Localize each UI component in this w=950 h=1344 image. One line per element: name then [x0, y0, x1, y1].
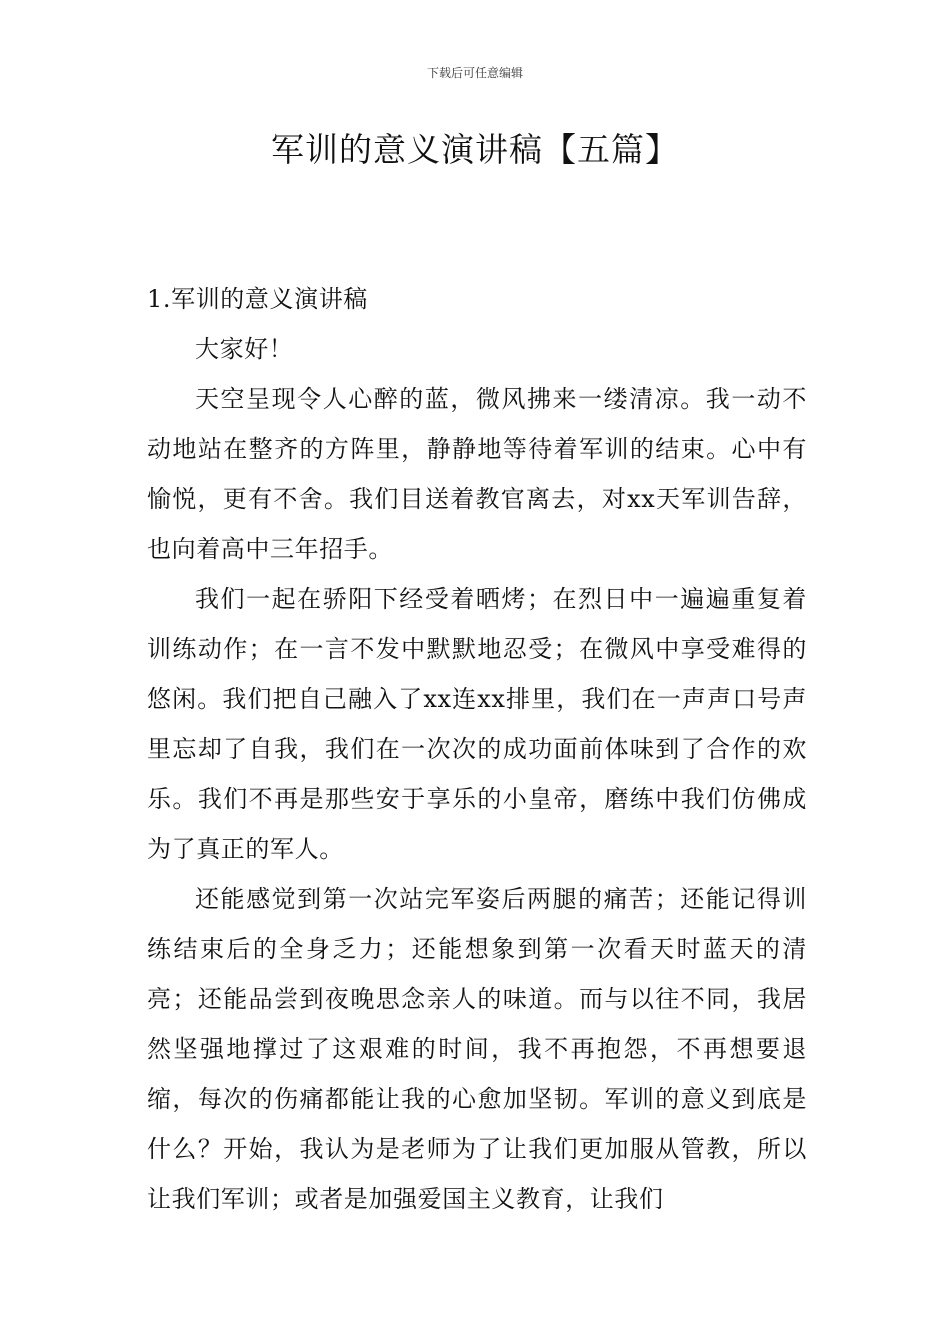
document-title: 军训的意义演讲稿【五篇】	[271, 130, 679, 169]
paragraph: 我们一起在骄阳下经受着晒烤；在烈日中一遍遍重复着训练动作；在一言不发中默默地忍受；在微风中享受难得的悠闲。我们把自己融入了xx连xx排里，我们在一声声口号声里忘却了自我，我们在一次次的成功面前体味到了合作的欢乐。我们不再是那些安于享乐的小皇帝，磨练中我们仿佛成为了真正的军人。	[147, 585, 807, 863]
paragraph: 天空呈现令人心醉的蓝，微风拂来一缕清凉。我一动不动地站在整齐的方阵里，静静地等待着军训的结束。心中有愉悦，更有不舍。我们目送着教官离去，对xx天军训告辞，也向着高中三年招手。	[147, 385, 807, 563]
document-body	[147, 274, 807, 1224]
paragraph: 还能感觉到第一次站完军姿后两腿的痛苦；还能记得训练结束后的全身乏力；还能想象到第一次看天时蓝天的清亮；还能品尝到夜晚思念亲人的味道。而与以往不同，我居然坚强地撑过了这艰难的时间，我不再抱怨，不再想要退缩，每次的伤痛都能让我的心愈加坚韧。军训的意义到底是什么？开始，我认为是老师为了让我们更加服从管教，所以让我们军训；或者是加强爱国主义教育，让我们	[147, 885, 807, 1213]
header-note: 下载后可任意编辑	[426, 66, 523, 80]
paragraph-greeting: 大家好！	[195, 335, 294, 363]
section-heading: 1.军训的意义演讲稿	[147, 285, 368, 313]
